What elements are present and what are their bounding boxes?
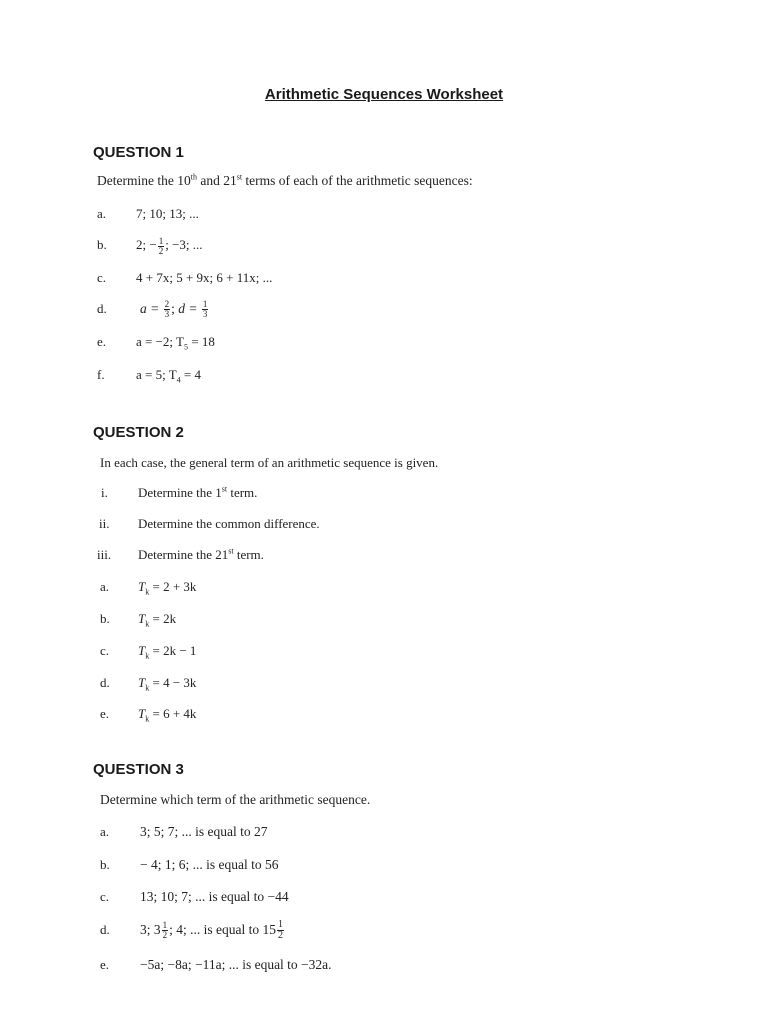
q2-item-e: e. $T_k = 6 + 4k$ [100,706,197,724]
q2-step-iii: iii. Determine the 21st term. [97,546,264,562]
q1-item-f: f. a = 5; $T_4 = 4$ [97,367,202,385]
q3-item-e: e. −5a; −8a; −11a; ... is equal to −32a. [100,957,332,972]
q3-item-d: d. 3; 3 $\frac{1}{2}$ ; 4; ... is equal to 15 $\frac{1}{2}$ [100,919,284,942]
question-3-heading: QUESTION 3 [93,761,184,778]
q1-item-d: d. a = $\frac{2}{3}$ ; d = $\frac{1}{3}$ [97,299,208,320]
question-2-heading: QUESTION 2 [93,424,184,441]
question-1-heading: QUESTION 1 [93,144,184,161]
q2-step-i: i. Determine the 1st term. [101,484,258,500]
q3-item-c: c. 13; 10; 7; ... is equal to −44 [100,889,289,904]
q1-item-b: b. 2; − $\frac{1}{2}$ ; −3; ... [97,235,203,256]
worksheet-title: Arithmetic Sequences Worksheet [264,86,504,103]
q2-item-c: c. $T_k = 2k - 1$ [100,643,197,661]
question-2-intro: In each case, the general term of an arithmetic sequence is given. [100,455,439,470]
q3-item-b: b. − 4; 1; 6; ... is equal to 56 [100,857,279,872]
question-3-intro: Determine which term of the arithmetic sequence. [100,792,371,807]
q3-item-a: a. 3; 5; 7; ... is equal to 27 [100,824,268,839]
question-1-intro: Determine the 10th and 21st terms of each of the arithmetic sequences: [97,172,473,188]
q2-item-a: a. $T_k = 2 + 3k$ [100,579,197,597]
q1-item-e: e. a = −2; $T_5 = 18$ [97,334,215,352]
q1-item-a: a. 7; 10; 13; ... [97,206,199,221]
q2-step-ii: ii. Determine the common difference. [99,516,320,531]
q1-item-c: c. 4 + 7x; 5 + 9x; 6 + 11x; ... [97,270,273,285]
q2-item-b: b. $T_k = 2k$ [100,611,177,629]
q2-item-d: d. $T_k = 4 - 3k$ [100,675,197,693]
